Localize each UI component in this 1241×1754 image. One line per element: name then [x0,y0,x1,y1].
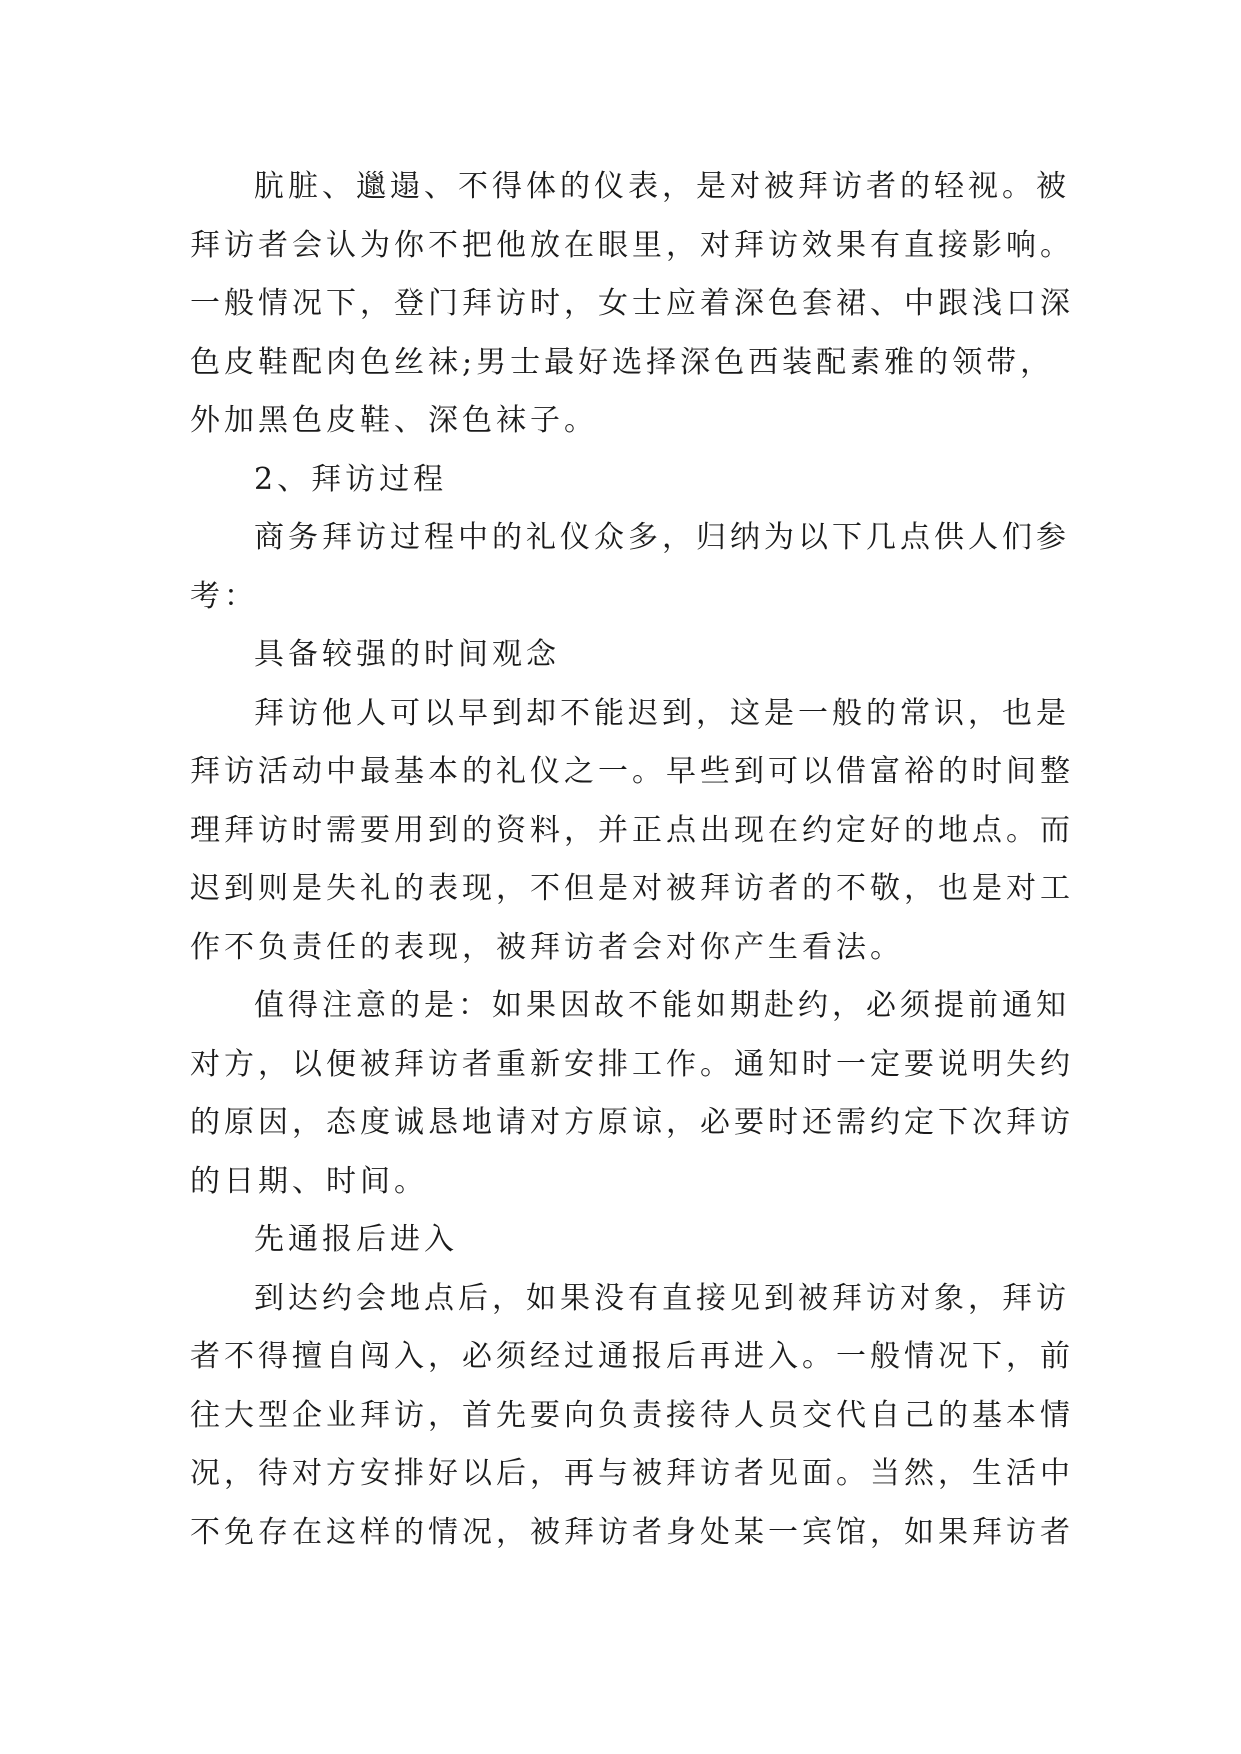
text-line: 一般情况下，登门拜访时，女士应着深色套裙、中跟浅口深 [190,286,1074,321]
text-line: 的原因，态度诚恳地请对方原谅，必要时还需约定下次拜访 [190,1105,1074,1140]
text-line: 对方，以便被拜访者重新安排工作。通知时一定要说明失约 [190,1046,1074,1082]
text-line: 值得注意的是：如果因故不能如期赴约，必须提前通知 [254,988,1070,1023]
text-line: 拜访者会认为你不把他放在眼里，对拜访效果有直接影响。 [190,227,1074,263]
text-line: 者不得擅自闯入，必须经过通报后再进入。一般情况下，前 [190,1339,1074,1374]
text-line: 肮脏、邋遢、不得体的仪表，是对被拜访者的轻视。被 [254,169,1070,204]
subheading: 具备较强的时间观念 [254,637,560,672]
text-line: 考： [190,578,258,614]
text-line: 不免存在这样的情况，被拜访者身处某一宾馆，如果拜访者 [190,1514,1074,1550]
text-line: 况，待对方安排好以后，再与被拜访者见面。当然，生活中 [190,1456,1074,1491]
text-line: 到达约会地点后，如果没有直接见到被拜访对象，拜访 [254,1280,1070,1316]
document-body [190,158,1074,1562]
text-line: 作不负责任的表现，被拜访者会对你产生看法。 [190,929,904,965]
text-line: 理拜访时需要用到的资料，并正点出现在约定好的地点。而 [190,812,1074,848]
text-line: 的日期、时间。 [190,1163,428,1199]
text-line: 往大型企业拜访，首先要向负责接待人员交代自己的基本情 [190,1397,1074,1433]
text-line: 商务拜访过程中的礼仪众多，归纳为以下几点供人们参 [254,520,1070,555]
text-line: 外加黑色皮鞋、深色袜子。 [190,403,598,438]
text-line: 拜访他人可以早到却不能迟到，这是一般的常识，也是 [254,695,1070,731]
subheading: 先通报后进入 [254,1222,458,1257]
text-line: 色皮鞋配肉色丝袜;男士最好选择深色西装配素雅的领带， [190,344,1055,380]
text-line: 拜访活动中最基本的礼仪之一。早些到可以借富裕的时间整 [190,754,1074,789]
text-line: 迟到则是失礼的表现，不但是对被拜访者的不敬，也是对工 [190,871,1074,906]
section-heading: 2、拜访过程 [254,461,448,497]
